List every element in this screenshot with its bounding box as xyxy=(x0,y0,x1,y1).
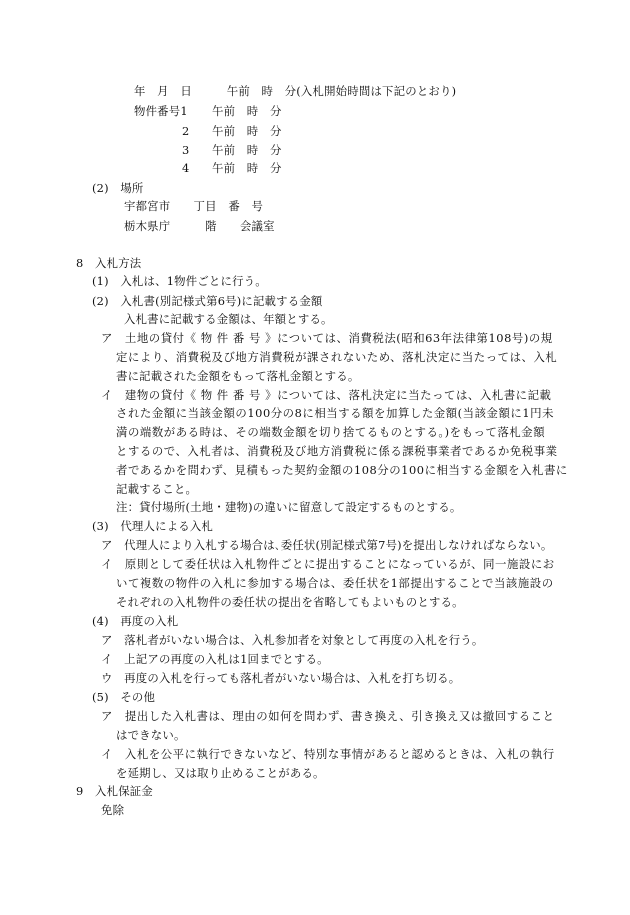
section-8-item-3: (3) 代理人による入札 xyxy=(92,519,214,533)
schedule-row-num: 4 xyxy=(182,161,190,175)
section-8-item-2: (2) 入札書(別記様式第6号)に記載する金額 xyxy=(92,294,323,308)
proxy-line: ア 代理人により入札する場合は､委任状(別記様式第7号)を提出しなければならない。 xyxy=(101,538,553,552)
rebid-line: ア 落札者がいない場合は、入札参加者を対象として再度の入札を行う。 xyxy=(101,633,484,647)
section-8-item-5: (5) その他 xyxy=(92,690,156,704)
other-line: を延期し、又は取り止めることがある。 xyxy=(116,766,325,780)
schedule-row-time: 午前 時 分 xyxy=(212,143,282,157)
note-line: 注：貸付場所(土地・建物)の違いに留意して設定するものとする。 xyxy=(116,500,462,514)
other-line: イ 入札を公平に執行できないなど、特別な事情があると認めるときは、入札の執行 xyxy=(101,747,555,761)
schedule-row-time: 午前 時 分 xyxy=(212,161,282,175)
building-lease-line: された金額に当該金額の100分の8に相当する額を加算した金額(当該金額に1円未 xyxy=(116,406,555,420)
schedule-row-time: 午前 時 分 xyxy=(212,104,282,118)
proxy-line: イ 原則として委任状は入札物件ごとに提出することになっているが、同一施設にお xyxy=(101,557,555,571)
schedule-row-num: 3 xyxy=(182,143,190,157)
section-8-item-2-sub: 入札書に記載する金額は、年額とする。 xyxy=(124,312,333,326)
other-line: ア 提出した入札書は、理由の如何を問わず、書き換え、引き換え又は撤回すること xyxy=(101,709,555,723)
proxy-line: それぞれの入札物件の委任状の提出を省略してもよいものとする。 xyxy=(116,595,464,609)
schedule-row-num: 物件番号1 xyxy=(134,104,188,118)
schedule-header: 年 月 日 午前 時 分(入札開始時間は下記のとおり) xyxy=(134,84,457,98)
section-8-item-1: (1) 入札は、1物件ごとに行う。 xyxy=(92,274,267,288)
schedule-row-num: 2 xyxy=(182,124,190,138)
building-lease-line: 記載すること。 xyxy=(116,482,198,496)
building-lease-line: イ 建物の貸付《 物 件 番 号 》については、落札決定に当たっては、入札書に記載 xyxy=(101,388,552,402)
place-heading: (2) 場所 xyxy=(92,181,144,195)
proxy-line: いて複数の物件の入札に参加する場合は、委任状を1部提出することで当該施設の xyxy=(116,576,554,590)
rebid-line: イ 上記アの再度の入札は1回までとする。 xyxy=(101,652,329,666)
building-lease-line: 者であるかを問わず、見積もった契約金額の108分の100に相当する金額を入札書に xyxy=(116,463,568,477)
other-line: はできない。 xyxy=(116,728,186,742)
section-9-body: 免除 xyxy=(101,803,125,817)
section-8-item-4: (4) 再度の入札 xyxy=(92,614,179,628)
building-lease-line: とするので、入札者は、消費税及び地方消費税に係る課税事業者であるか免税事業 xyxy=(116,444,558,458)
rebid-line: ウ 再度の入札を行っても落札者がいない場合は、入札を打ち切る。 xyxy=(101,671,461,685)
section-8-heading: 8 入札方法 xyxy=(76,256,142,270)
land-lease-line: 定により、消費税及び地方消費税が課されないため、落札決定に当たっては、入札 xyxy=(116,350,558,364)
land-lease-line: ア 土地の貸付《 物 件 番 号 》については、消費税法(昭和63年法律第108号)の規 xyxy=(101,331,553,345)
building-lease-line: 満の端数がある時は、その端数金額を切り捨てるものとする。)をもって落札金額 xyxy=(116,425,546,439)
schedule-row-time: 午前 時 分 xyxy=(212,124,282,138)
place-address: 宇都宮市 丁目 番 号 xyxy=(124,199,264,213)
place-room: 栃木県庁 階 会議室 xyxy=(124,219,275,233)
land-lease-line: 書に記載された金額をもって落札金額とする。 xyxy=(116,369,360,383)
section-9-heading: 9 入札保証金 xyxy=(76,784,153,798)
